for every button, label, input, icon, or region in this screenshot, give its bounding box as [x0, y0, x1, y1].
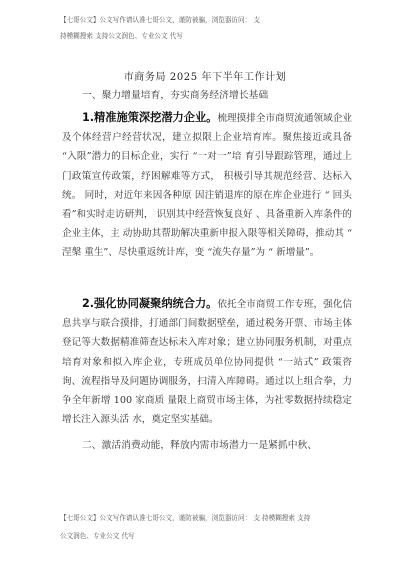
header-notice-line-1: 【七哥公文】公文写作请认准七哥公文，谨防被骗，浏览器访问： 支	[60, 16, 260, 24]
paragraph-1	[62, 108, 352, 263]
header-notice-line-2: 持模糊搜索 支持公文润色、专业公文 代写	[60, 32, 183, 40]
paragraph-2-text: 依托全市商贸工作专班，强化信息共享与联合摸排，打通部门间数据壁垒，通过税务开票、市场主体登记等大数据精准筛查达标未入库对象；建立协同服务机制，对重点培育对象和拟入库企业，专班成员单位协同提供 “一站式” 政策咨询、流程指导及问题协调服务，扫清入库障碍。通过以上组合拳，力争全年新增 100 家商质 量限上商贸市场主体，为社零数据持续稳定增长注入源头活 水，奠定坚实基础。	[62, 299, 352, 426]
footer-notice-line-2: 公文润色、专业公文 代写	[60, 532, 135, 540]
document-title: 市商务局 2025 年下半年工作计划	[123, 72, 287, 83]
footer-notice-line-1: 【七哥公文】公文写作请认准七哥公文，谨防被骗，浏览器访问： 支 持模糊搜索 支持	[60, 514, 311, 522]
paragraph-2-lead: 2.强化协同凝聚纳统合力。	[82, 297, 218, 310]
paragraph-1-text: 梳理摸排全市商贸流通领域企业及个体经营户经营状况，建立拟限上企业培育库。聚焦接近或具备 “入限”潜力的目标企业，实行 “一对一”培 育引导跟踪管理，通过上门政策宣传政策，纾困解难等方式， 积极引导其规范经营、达标入统。 同时，对近年来因各种原 因注销退库的原在库企业进行 “ 回头看”和实时走访研判， 识别其中经营恢复良好 、具备重新入库条件的企业主体，主 动协助其帮助解决重新申报入限等相关障碍，推动其 “ 涅槃 重生”、尽快重返统计库，变 “流失存量”为 “ 新增量”。	[62, 113, 352, 259]
section-heading-2: 二、激活消费动能，释放内需市场潜力一是紧抓中秋、	[82, 440, 318, 451]
paragraph-1-lead: 1.精准施策深挖潜力企业。	[82, 111, 218, 124]
paragraph-2	[62, 294, 352, 429]
section-heading-1: 一、聚力增量培育，夯实商务经济增长基础	[82, 90, 269, 101]
